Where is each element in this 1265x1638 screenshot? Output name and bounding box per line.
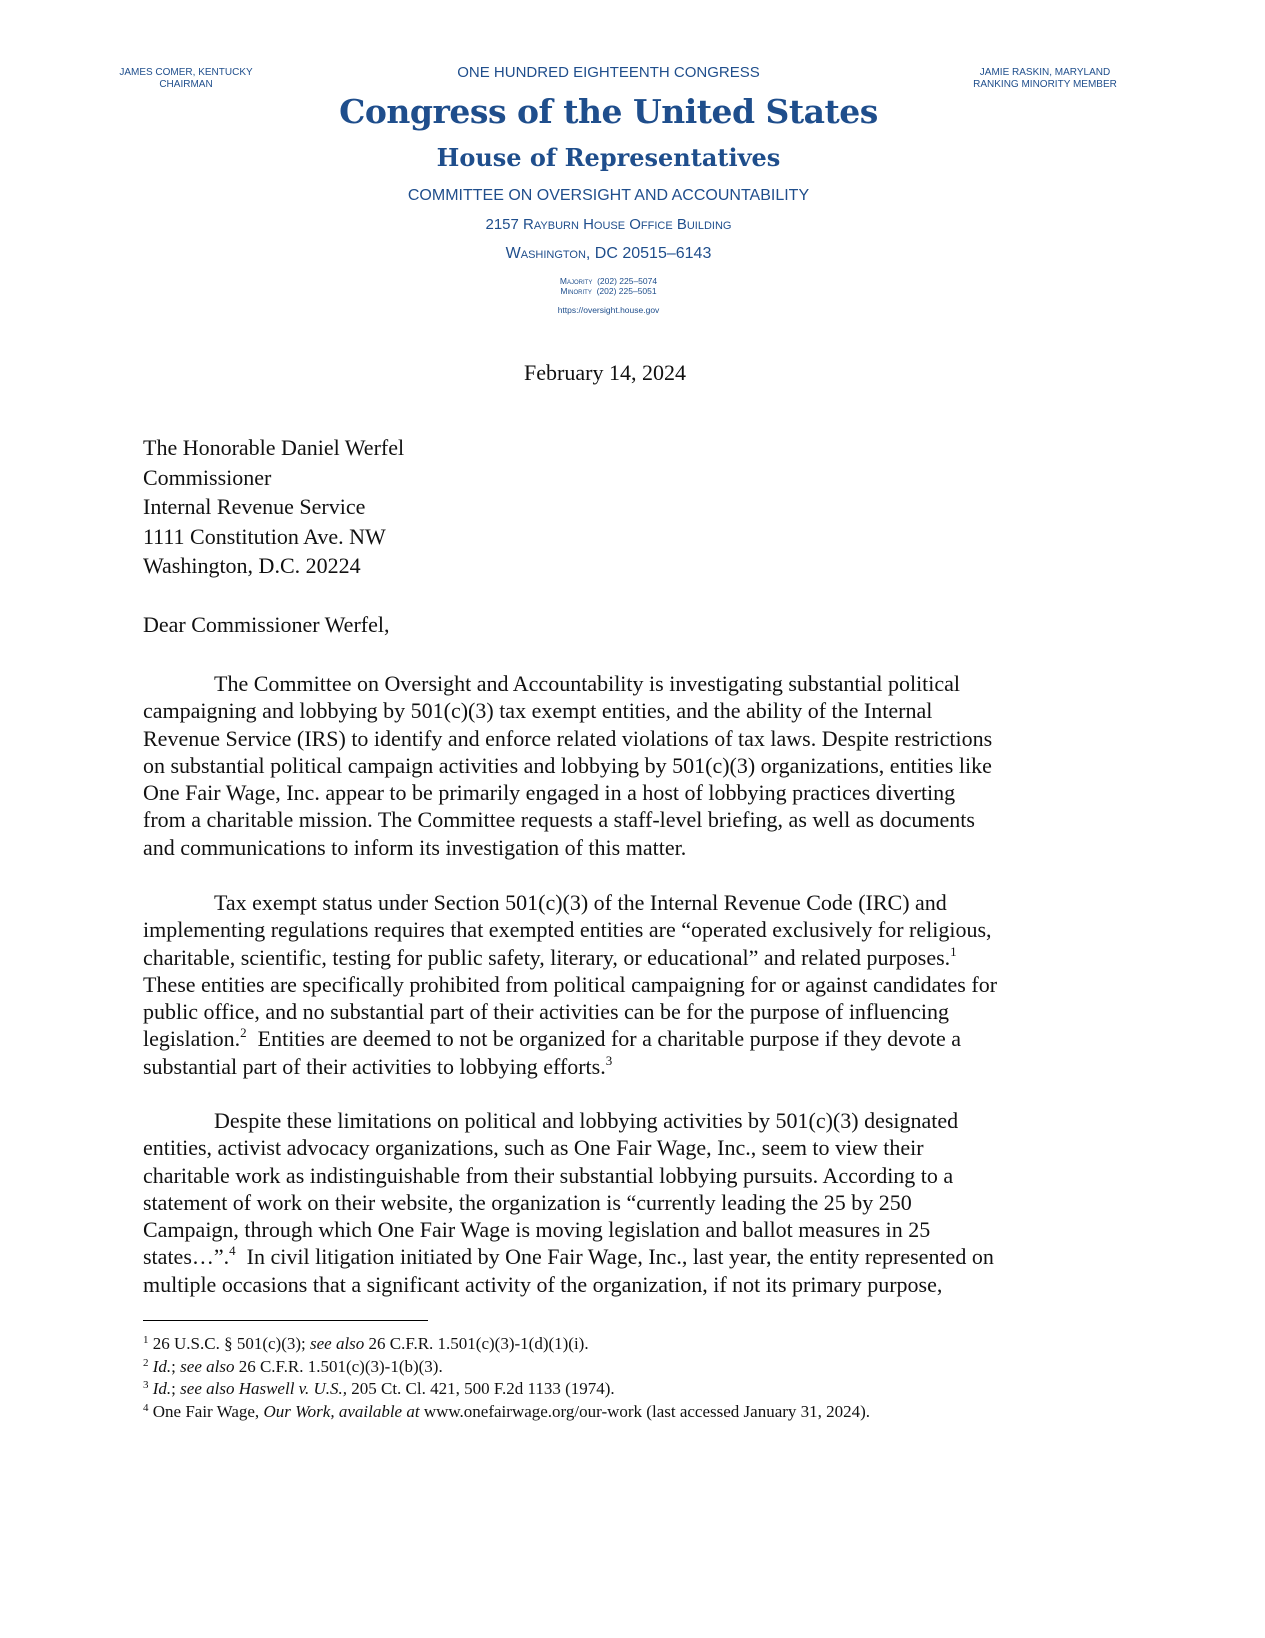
paragraph-3 — [143, 1107, 994, 1298]
footnote-text: 26 C.F.R. 1.501(c)(3)-1(d)(1)(i). — [364, 1334, 589, 1353]
text-line: implementing regulations requires that exempted entities are “operated exclusively for religious, — [143, 917, 992, 943]
text-line: charitable work as indistinguishable from their substantial lobbying pursuits. According to a — [143, 1162, 954, 1188]
text-line: Revenue Service (IRS) to identify and enforce related violations of tax laws. Despite restrictions — [143, 725, 993, 751]
footnote-ref[interactable]: 2 — [240, 1025, 247, 1041]
text-line: legislation. — [143, 1026, 241, 1052]
footnote-italic: Our Work, available at — [263, 1401, 420, 1421]
phone-block — [0, 276, 1217, 296]
text-line: states…”. — [143, 1244, 230, 1270]
footnote-text: One Fair Wage, — [152, 1401, 264, 1421]
footnote-4 — [143, 1401, 870, 1424]
letterhead-subtitle: House of Representatives — [436, 143, 781, 172]
committee-address: 2157 Rayburn House Office Building — [485, 216, 732, 233]
letter-date: February 14, 2024 — [524, 360, 686, 385]
footnote-2 — [143, 1356, 870, 1379]
text-line: multiple occasions that a significant activity of the organization, if not its primary purpose, — [143, 1271, 943, 1297]
text-line: Despite these limitations on political and lobbying activities by 501(c)(3) designated — [214, 1108, 959, 1133]
footnote-number: 2 — [143, 1356, 149, 1369]
footnote-ref[interactable]: 3 — [605, 1052, 613, 1068]
text-line: on substantial political campaign activities and lobbying by 501(c)(3) organizations, entities like — [143, 752, 992, 778]
text-line: campaigning and lobbying by 501(c)(3) tax exempt entities, and the ability of the Internal — [143, 698, 933, 724]
text-line: from a charitable mission. The Committee requests a staff-level briefing, as well as documents — [143, 807, 975, 833]
footnote-text: ; — [171, 1379, 181, 1399]
address-line: Internal Revenue Service — [143, 494, 366, 519]
footnote-link[interactable]: www.onefairwage.org/our-work (last accessed January 31, 2024). — [419, 1401, 871, 1421]
footnote-text: ; — [171, 1356, 181, 1376]
salutation: Dear Commissioner Werfel, — [143, 612, 390, 637]
footnote-text: 205 Ct. Cl. 421, 500 F.2d 1133 (1974). — [347, 1379, 615, 1399]
text-line: public office, and no substantial part of their activities can be for the purpose of influencing — [143, 999, 950, 1025]
text-line: In civil litigation initiated by One Fair Wage, Inc., last year, the entity represented on — [235, 1244, 994, 1270]
footnote-italic: see also — [309, 1334, 365, 1353]
text-line: entities, activist advocacy organizations, such as One Fair Wage, Inc., seem to view their — [143, 1135, 924, 1161]
footnote-ref[interactable]: 4 — [229, 1243, 236, 1259]
footnote-italic: Id. — [152, 1356, 172, 1376]
footnote-italic: Id. — [152, 1379, 172, 1399]
majority-phone: (202) 225–5074 — [597, 276, 658, 286]
letterhead-title: Congress of the United States — [339, 92, 878, 131]
website-link[interactable]: https://oversight.house.gov — [557, 305, 660, 315]
text-line: Entities are deemed to not be organized for a charitable purpose if they devote a — [246, 1026, 961, 1052]
majority-label: Majority — [559, 276, 593, 286]
footnote-number: 3 — [143, 1379, 149, 1392]
text-line: charitable, scientific, testing for public safety, literary, or educational” and related purposes. — [143, 944, 951, 970]
footnotes — [143, 1333, 870, 1423]
minority-label: Minority — [560, 286, 592, 296]
chairman-name: JAMES COMER, KENTUCKY — [119, 67, 253, 78]
committee-city: Washington, DC 20515–6143 — [505, 245, 712, 262]
text-line: and communications to inform its investigation of this matter. — [143, 834, 687, 860]
minority-phone: (202) 225–5051 — [596, 286, 657, 296]
text-line: statement of work on their website, the organization is “currently leading the 25 by 250 — [143, 1189, 912, 1215]
footnote-3 — [143, 1378, 870, 1401]
footnote-italic: see also — [180, 1356, 235, 1376]
address-line: 1111 Constitution Ave. NW — [143, 523, 386, 549]
text-line: One Fair Wage, Inc. appear to be primarily engaged in a host of lobbying practices diverting — [143, 780, 956, 806]
congress-label: ONE HUNDRED EIGHTEENTH CONGRESS — [457, 64, 760, 81]
paragraph-1 — [143, 670, 992, 861]
address-line: The Honorable Daniel Werfel — [143, 435, 405, 460]
text-line: These entities are specifically prohibited from political campaigning for or against candidates for — [143, 971, 998, 997]
paragraph-2 — [143, 889, 997, 1080]
committee-name: COMMITTEE ON OVERSIGHT AND ACCOUNTABILITY — [407, 187, 810, 204]
chairman-title: CHAIRMAN — [159, 79, 213, 90]
footnote-italic: see also Haswell v. U.S., — [180, 1379, 347, 1399]
footnote-text: 26 U.S.C. § 501(c)(3); — [152, 1334, 310, 1353]
footnote-number: 1 — [143, 1334, 149, 1346]
address-line: Washington, D.C. 20224 — [143, 553, 361, 578]
text-line: substantial part of their activities to lobbying efforts. — [143, 1053, 606, 1079]
recipient-address — [143, 433, 404, 581]
footnote-divider — [143, 1320, 428, 1321]
address-line: Commissioner — [143, 464, 272, 490]
footnote-text: 26 C.F.R. 1.501(c)(3)-1(b)(3). — [234, 1356, 443, 1376]
text-line: Campaign, through which One Fair Wage is moving legislation and ballot measures in 25 — [143, 1217, 931, 1243]
footnote-ref[interactable]: 1 — [950, 943, 957, 959]
text-line: The Committee on Oversight and Accountability is investigating substantial political — [214, 671, 961, 696]
footnote-1 — [143, 1333, 870, 1356]
text-line: Tax exempt status under Section 501(c)(3) of the Internal Revenue Code (IRC) and — [214, 890, 947, 915]
ranking-member-name: JAMIE RASKIN, MARYLAND — [979, 67, 1111, 78]
ranking-member-title: RANKING MINORITY MEMBER — [973, 79, 1117, 90]
footnote-number: 4 — [143, 1401, 149, 1414]
